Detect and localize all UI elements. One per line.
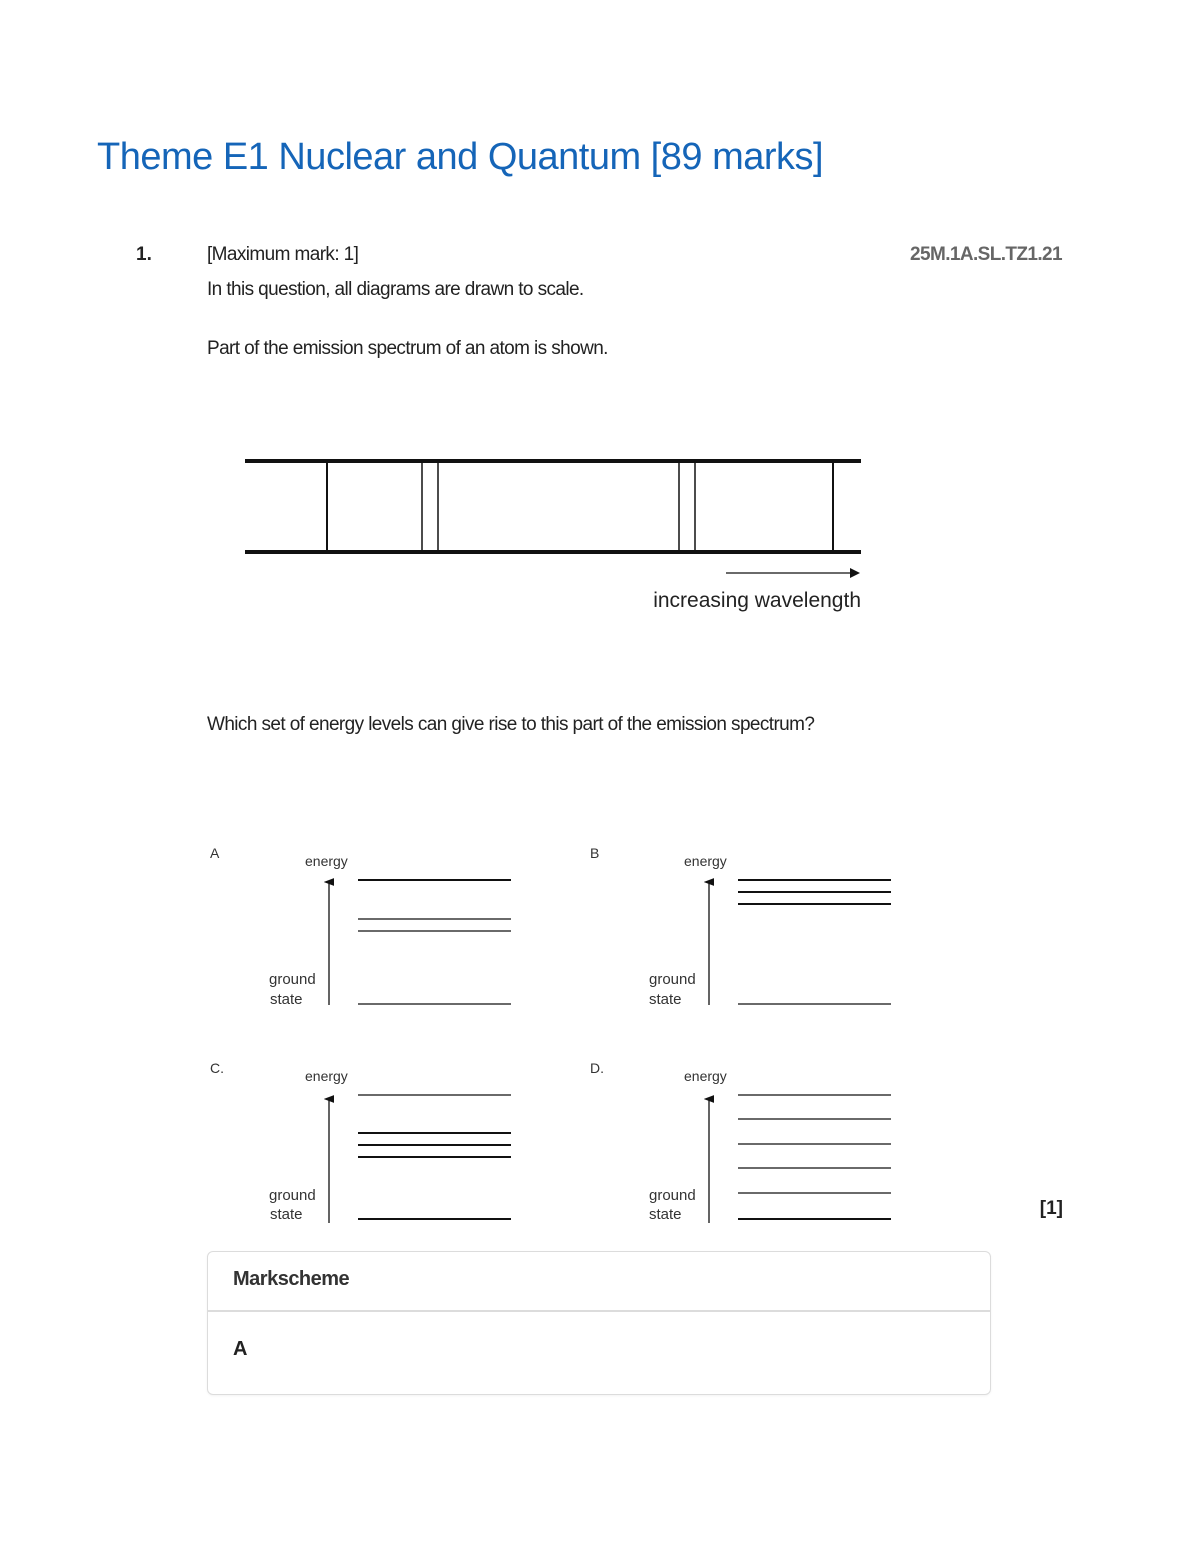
option-b-diagram xyxy=(590,845,891,1008)
emission-spectrum-diagram xyxy=(0,0,1200,640)
energy-axis-label: energy xyxy=(684,853,727,869)
question-number: 1. xyxy=(136,244,152,265)
ground-state-label: ground xyxy=(269,971,316,988)
ground-state-label: ground xyxy=(269,1187,316,1204)
energy-axis-label: energy xyxy=(305,853,348,869)
option-a-diagram xyxy=(210,845,511,1008)
option-c-diagram xyxy=(210,1060,511,1223)
option-letter: C. xyxy=(210,1060,224,1076)
markscheme-title: Markscheme xyxy=(208,1252,990,1312)
markscheme-answer: A xyxy=(233,1338,248,1360)
page-title: Theme E1 Nuclear and Quantum [89 marks] xyxy=(97,136,824,178)
ground-state-label: state xyxy=(270,1206,303,1223)
question-intro: In this question, all diagrams are drawn to scale. xyxy=(207,279,584,300)
spectrum-description: Part of the emission spectrum of an atom is shown. xyxy=(207,338,608,359)
ground-state-label: state xyxy=(649,1206,682,1223)
ground-state-label: state xyxy=(649,991,682,1008)
energy-level-options xyxy=(0,830,1200,1240)
option-letter: A xyxy=(210,845,220,861)
ground-state-label: ground xyxy=(649,1187,696,1204)
option-letter: B xyxy=(590,845,600,861)
markscheme-panel xyxy=(207,1251,991,1395)
wavelength-arrowhead xyxy=(850,568,860,578)
question-marks: [1] xyxy=(1039,1198,1063,1219)
ground-state-label: ground xyxy=(649,971,696,988)
ground-state-label: state xyxy=(270,991,303,1008)
energy-axis-label: energy xyxy=(305,1068,348,1084)
question-prompt: Which set of energy levels can give rise to this part of the emission spectrum? xyxy=(207,714,815,735)
option-d-diagram xyxy=(590,1060,891,1223)
max-mark: [Maximum mark: 1] xyxy=(207,244,359,265)
wavelength-label: increasing wavelength xyxy=(653,589,861,612)
option-letter: D. xyxy=(590,1060,604,1076)
energy-axis-label: energy xyxy=(684,1068,727,1084)
question-code: 25M.1A.SL.TZ1.21 xyxy=(910,244,1062,265)
